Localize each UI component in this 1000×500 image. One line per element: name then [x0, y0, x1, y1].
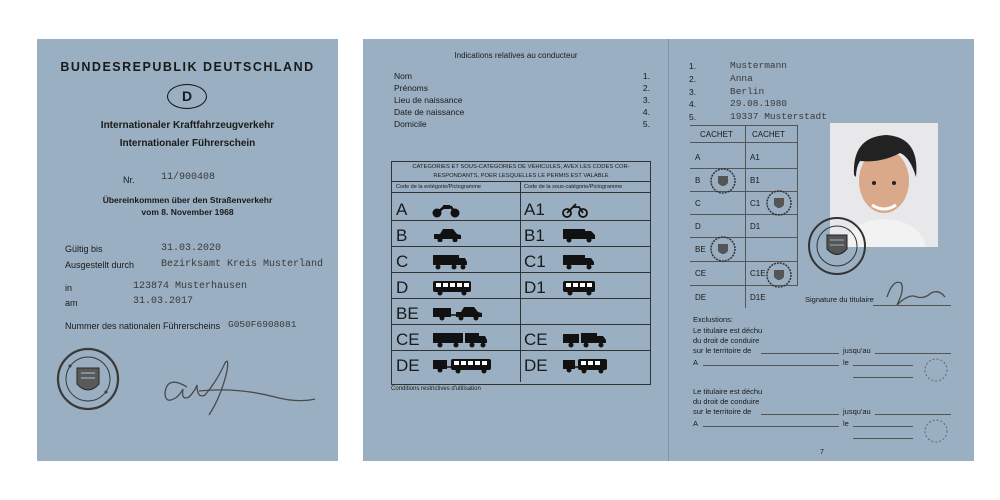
holder-field-num: 2.	[689, 74, 697, 84]
exclusion-le: le	[843, 419, 849, 428]
exclusion-a: A	[693, 358, 699, 367]
issued-on-value: 31.03.2017	[133, 296, 194, 307]
country-code-oval: D	[167, 84, 207, 109]
stamp-cat: A	[695, 153, 701, 162]
driver-field-birthplace: Lieu de naissance 3.	[394, 95, 650, 105]
stamp-placeholder-icon	[923, 357, 949, 383]
minibus-icon	[562, 280, 596, 296]
national-license-value: G050F6908081	[228, 319, 297, 330]
category-code: DE	[396, 356, 420, 375]
license-inner-pages	[363, 39, 974, 461]
truck-icon	[432, 254, 468, 270]
exclusions-title: Exclustions:	[693, 315, 734, 324]
holder-signature-icon	[883, 275, 949, 309]
stamp-subcat: D1	[750, 222, 761, 231]
stamp-cat: C	[695, 199, 701, 208]
category-code: B	[396, 226, 408, 245]
exclusion-until: jusqu'au	[843, 407, 871, 416]
stamp-header: CACHET	[752, 130, 785, 139]
issued-on-label: am	[65, 298, 78, 308]
holder-field-num: 3.	[689, 87, 697, 97]
stamp-cat: BE	[695, 245, 706, 254]
small-seal-icon	[765, 189, 793, 217]
driver-field-address: Domicile 5.	[394, 119, 650, 129]
stamp-subcat: B1	[750, 176, 760, 185]
holder-birthplace: Berlin	[730, 86, 765, 97]
driver-field-first-names: Prénoms 2.	[394, 83, 650, 93]
subcategory-col-header: Code de la sous-catégorie/Pictogramme	[520, 182, 650, 193]
bus-with-trailer-icon	[432, 358, 492, 374]
truck-with-trailer-icon	[432, 332, 488, 348]
car-icon	[432, 228, 462, 242]
light-truck-icon	[562, 254, 596, 270]
category-col-header: Code de la entégorie/Pictogramme	[392, 182, 520, 193]
stamp-placeholder-icon	[923, 418, 949, 444]
title-line-1: Internationaler Kraftfahrzeugverkehr	[100, 120, 275, 131]
stamp-subcat: A1	[750, 153, 760, 162]
issued-by-value: Bezirksamt Kreis Musterland	[161, 259, 324, 270]
stamp-subcat: C1	[750, 199, 761, 208]
stamp-cat: CE	[695, 269, 707, 278]
valid-until-value: 31.03.2020	[161, 243, 222, 254]
issued-in-value: 123874 Musterhausen	[133, 281, 248, 292]
category-code: D	[396, 278, 409, 297]
license-cover-page	[37, 39, 338, 461]
stamp-cat: DE	[695, 293, 707, 302]
conditions-label: Conditions restrictives d'utilisation	[391, 386, 481, 392]
exclusion-text: Le titulaire est déchu	[693, 387, 763, 396]
convention-line-1: Übereinkommen über den Straßenverkehr	[102, 195, 273, 205]
stamp-cat: D	[695, 222, 701, 231]
category-code: A	[396, 200, 408, 219]
issuer-signature-icon	[147, 357, 317, 417]
exclusion-text: Le titulaire est déchu	[693, 326, 763, 335]
national-license-label: Nummer des nationalen Führerscheins	[65, 321, 221, 331]
light-motorcycle-icon	[562, 202, 588, 218]
signature-label: Signature du titulaire	[805, 295, 874, 304]
stamp-header: CACHET	[700, 130, 733, 139]
exclusion-text: sur le territoire de	[693, 407, 752, 416]
car-with-trailer-icon	[432, 306, 484, 322]
issued-in-label: in	[65, 283, 73, 293]
subcategory-code: A1	[524, 200, 545, 219]
bus-icon	[432, 280, 472, 296]
small-seal-icon	[709, 167, 737, 195]
category-code: BE	[396, 304, 419, 323]
motorcycle-icon	[432, 202, 460, 218]
subcategory-code: D1	[524, 278, 546, 297]
subcategory-code: CE	[524, 330, 548, 349]
small-seal-icon	[709, 235, 737, 263]
holder-field-num: 1.	[689, 61, 697, 71]
country-title: BUNDESREPUBLIK DEUTSCHLAND	[60, 60, 315, 74]
photo-seal-icon	[806, 215, 868, 277]
subcategory-code: DE	[524, 356, 548, 375]
page-fold	[668, 39, 669, 461]
category-table-caption: CATEGORIES ET SOUS-CATEGORIES DE VEHICULES, AVEX LES CODES COR- RESPONDANTS, POER LESQUELLES LE PERMIS EST VALABLE	[392, 162, 650, 182]
title-line-2: Internationaler Führerschein	[119, 138, 256, 149]
stamp-cat: B	[695, 176, 701, 185]
light-truck-with-trailer-icon	[562, 332, 608, 348]
holder-first-name: Anna	[730, 73, 753, 84]
exclusion-a: A	[693, 419, 699, 428]
holder-birthdate: 29.08.1980	[730, 98, 788, 109]
number-value: 11/900408	[161, 172, 216, 183]
subcategory-code: C1	[524, 252, 546, 271]
stamp-subcat: C1E	[750, 269, 766, 278]
number-label: Nr.	[123, 175, 135, 185]
convention-line-2: vom 8. November 1968	[141, 207, 234, 217]
exclusion-until: jusqu'au	[843, 346, 871, 355]
small-seal-icon	[765, 261, 793, 289]
holder-field-num: 5.	[689, 112, 697, 122]
driver-info-header: Indications relatives au conducteur	[454, 51, 578, 60]
category-code: CE	[396, 330, 420, 349]
issued-by-label: Ausgestellt durch	[65, 260, 135, 270]
subcategory-code: B1	[524, 226, 545, 245]
driver-field-birthdate: Date de naissance 4.	[394, 107, 650, 117]
vehicle-category-table	[391, 161, 651, 385]
holder-address: 19337 Musterstadt	[730, 111, 827, 122]
exclusion-le: le	[843, 358, 849, 367]
holder-surname: Mustermann	[730, 60, 788, 71]
page-number: 7	[820, 449, 824, 456]
valid-until-label: Gültig bis	[65, 244, 103, 254]
minibus-with-trailer-icon	[562, 358, 608, 374]
category-code: C	[396, 252, 409, 271]
exclusion-text: du droit de conduire	[693, 336, 760, 345]
exclusion-text: sur le territoire de	[693, 346, 752, 355]
driver-field-name: Nom 1.	[394, 71, 650, 81]
official-seal-icon	[55, 346, 121, 412]
van-icon	[562, 228, 596, 244]
exclusion-text: du droit de conduire	[693, 397, 760, 406]
holder-field-num: 4.	[689, 99, 697, 109]
stamp-subcat: D1E	[750, 293, 766, 302]
